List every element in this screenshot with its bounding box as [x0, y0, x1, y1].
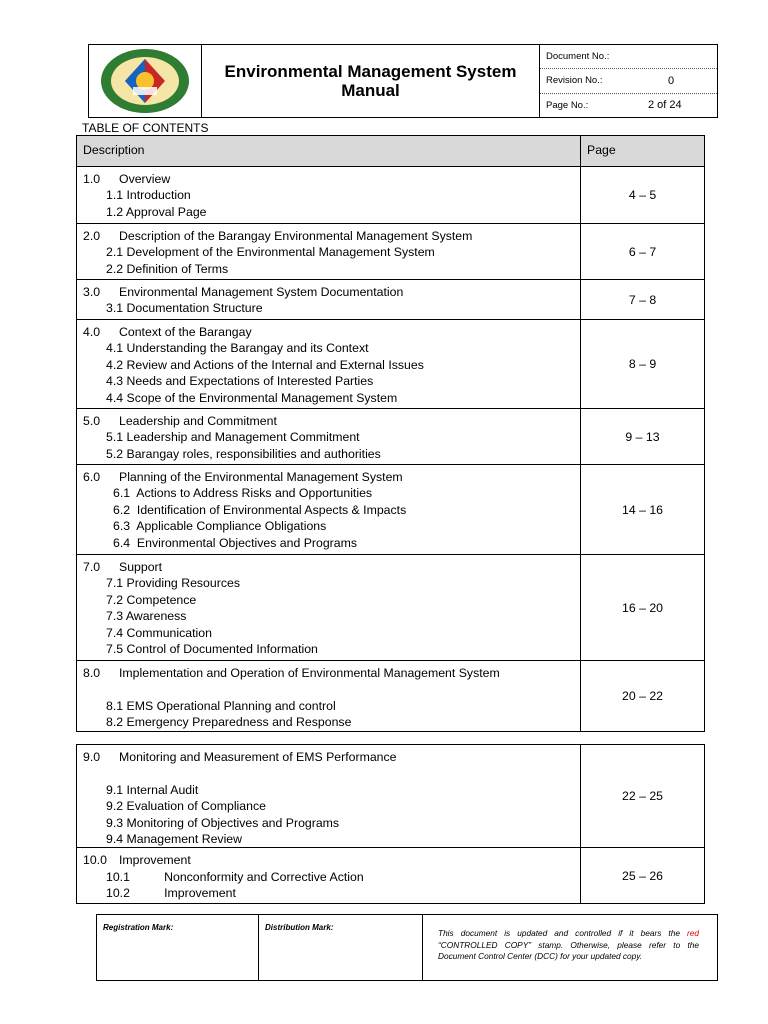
control-note-red: red [687, 928, 699, 938]
section-title: Context of the Barangay [119, 325, 252, 339]
section-title: Support [119, 560, 163, 574]
section-title: Improvement [119, 853, 191, 868]
distribution-mark: Distribution Mark: [259, 915, 423, 980]
description-column-header: Description [77, 136, 581, 167]
section-number: 8.0 [83, 666, 101, 680]
section-number: 1.0 [83, 172, 101, 186]
toc-description-cell [77, 661, 581, 732]
toc-subsection: 9.2 Evaluation of Compliance [106, 799, 266, 814]
doc-no-label: Document No.: [546, 51, 610, 63]
toc-heading: TABLE OF CONTENTS [82, 121, 209, 135]
toc-page-range: 7 – 8 [581, 280, 705, 320]
section-title: Environmental Management System Documentation [119, 285, 404, 299]
toc-section-heading [83, 469, 574, 485]
section-number: 3.0 [83, 285, 101, 299]
toc-subsection: 6.4 Environmental Objectives and Programs [113, 535, 358, 550]
toc-row [77, 224, 705, 280]
toc-page-range: 14 – 16 [581, 465, 705, 555]
toc-subsection: 1.1 Introduction [106, 188, 191, 203]
revision-label: Revision No.: [546, 75, 603, 87]
section-title: Leadership and Commitment [119, 414, 277, 428]
title-line-1: Environmental Management System [224, 62, 517, 81]
section-number: 10.0 [83, 853, 107, 868]
toc-subsection: 1.2 Approval Page [106, 204, 207, 219]
page-no-label: Page No.: [546, 99, 589, 111]
toc-row [77, 848, 705, 904]
toc-section-heading [83, 171, 574, 187]
toc-row [77, 409, 705, 465]
toc-subsection: 7.3 Awareness [106, 609, 187, 624]
toc-section-heading [83, 324, 574, 340]
revision-value: 0 [668, 74, 675, 87]
toc-page-range: 4 – 5 [581, 167, 705, 224]
toc-section-heading [83, 749, 574, 765]
page-column-header: Page [581, 136, 705, 167]
toc-row [77, 320, 705, 409]
toc-page-range: 16 – 20 [581, 555, 705, 661]
document-header [88, 44, 718, 118]
toc-description-cell [77, 745, 581, 848]
toc-table-continued [76, 744, 705, 904]
toc-subsection: 6.1 Actions to Address Risks and Opportunities [113, 486, 373, 501]
toc-section-heading [83, 413, 574, 429]
toc-subsection: 9.1 Internal Audit [106, 782, 199, 797]
toc-subsection: 4.4 Scope of the Environmental Management System [106, 390, 398, 405]
section-number: 7.0 [83, 560, 101, 574]
document-footer [96, 914, 718, 981]
toc-section-heading [83, 284, 574, 300]
toc-page-range: 6 – 7 [581, 224, 705, 280]
toc-subsection: 6.3 Applicable Compliance Obligations [113, 519, 327, 534]
toc-page-range: 25 – 26 [581, 848, 705, 904]
toc-description-cell [77, 409, 581, 465]
section-title: Planning of the Environmental Management System [119, 470, 403, 484]
doc-no-row [540, 45, 717, 68]
toc-subsection: 7.4 Communication [106, 625, 212, 640]
toc-section-heading [83, 228, 574, 244]
toc-subsection: 8.2 Emergency Preparedness and Response [106, 715, 352, 730]
toc-subsection: 10.2 Improvement [106, 886, 236, 901]
toc-subsection [83, 681, 574, 697]
section-title: Description of the Barangay Environmental Management System [119, 229, 473, 243]
control-note-text-a: This document is updated and controlled if it bears the [438, 928, 687, 938]
toc-row [77, 745, 705, 848]
toc-description-cell [77, 320, 581, 409]
toc-subsection: 9.3 Monitoring of Objectives and Programs [106, 815, 340, 830]
toc-page-range: 9 – 13 [581, 409, 705, 465]
toc-subsection: 5.2 Barangay roles, responsibilities and authorities [106, 446, 381, 461]
toc-subsection: 4.3 Needs and Expectations of Interested Parties [106, 374, 374, 389]
revision-row [540, 68, 717, 92]
toc-description-cell [77, 224, 581, 280]
toc-subsection: 3.1 Documentation Structure [106, 301, 263, 316]
toc-row [77, 555, 705, 661]
document-meta [540, 45, 717, 117]
page-no-row [540, 93, 717, 117]
section-number: 2.0 [83, 229, 101, 243]
toc-subsection: 10.1 Nonconformity and Corrective Action [106, 869, 364, 884]
toc-description-cell [77, 465, 581, 555]
toc-page-range: 22 – 25 [581, 745, 705, 848]
toc-table [76, 135, 705, 732]
section-number: 9.0 [83, 750, 101, 764]
toc-subsection: 4.1 Understanding the Barangay and its Context [106, 341, 369, 356]
toc-subsection: 7.1 Providing Resources [106, 576, 240, 591]
toc-subsection: 9.4 Management Review [106, 831, 243, 846]
toc-row [77, 280, 705, 320]
toc-description-cell [77, 848, 581, 904]
toc-description-cell [77, 555, 581, 661]
toc-page-range: 8 – 9 [581, 320, 705, 409]
toc-subsection: 5.1 Leadership and Management Commitment [106, 430, 360, 445]
toc-row [77, 167, 705, 224]
toc-section-heading [83, 852, 574, 868]
toc-subsection: 2.1 Development of the Environmental Management System [106, 245, 435, 260]
section-number: 4.0 [83, 325, 101, 339]
toc-section-heading [83, 559, 574, 575]
toc-row [77, 661, 705, 732]
document-title [202, 45, 540, 117]
toc-description-cell [77, 167, 581, 224]
toc-page-range: 20 – 22 [581, 661, 705, 732]
toc-subsection: 2.2 Definition of Terms [106, 261, 229, 276]
toc-subsection: 8.1 EMS Operational Planning and control [106, 698, 336, 713]
toc-subsection: 4.2 Review and Actions of the Internal and External Issues [106, 357, 424, 372]
control-note [423, 915, 717, 980]
section-number: 6.0 [83, 470, 101, 484]
toc-subsection: 6.2 Identification of Environmental Aspects & Impacts [113, 502, 407, 517]
section-title: Monitoring and Measurement of EMS Performance [119, 750, 397, 764]
toc-subsection: 7.2 Competence [106, 592, 197, 607]
title-line-2: Manual [341, 81, 400, 100]
city-seal-logo [89, 45, 202, 117]
toc-section-heading [83, 665, 574, 681]
section-number: 5.0 [83, 414, 101, 428]
registration-mark: Registration Mark: [97, 915, 259, 980]
toc-row [77, 465, 705, 555]
page-no-value: 2 of 24 [648, 99, 682, 112]
toc-description-cell [77, 280, 581, 320]
toc-header-row [77, 136, 705, 167]
control-note-text-b: “CONTROLLED COPY” stamp. Otherwise, please refer to the Document Control Center (DCC) for your updated copy. [438, 939, 699, 961]
toc-subsection: 7.5 Control of Documented Information [106, 641, 318, 656]
section-title: Implementation and Operation of Environmental Management System [119, 666, 500, 680]
toc-subsection [83, 765, 574, 781]
section-title: Overview [119, 172, 171, 186]
